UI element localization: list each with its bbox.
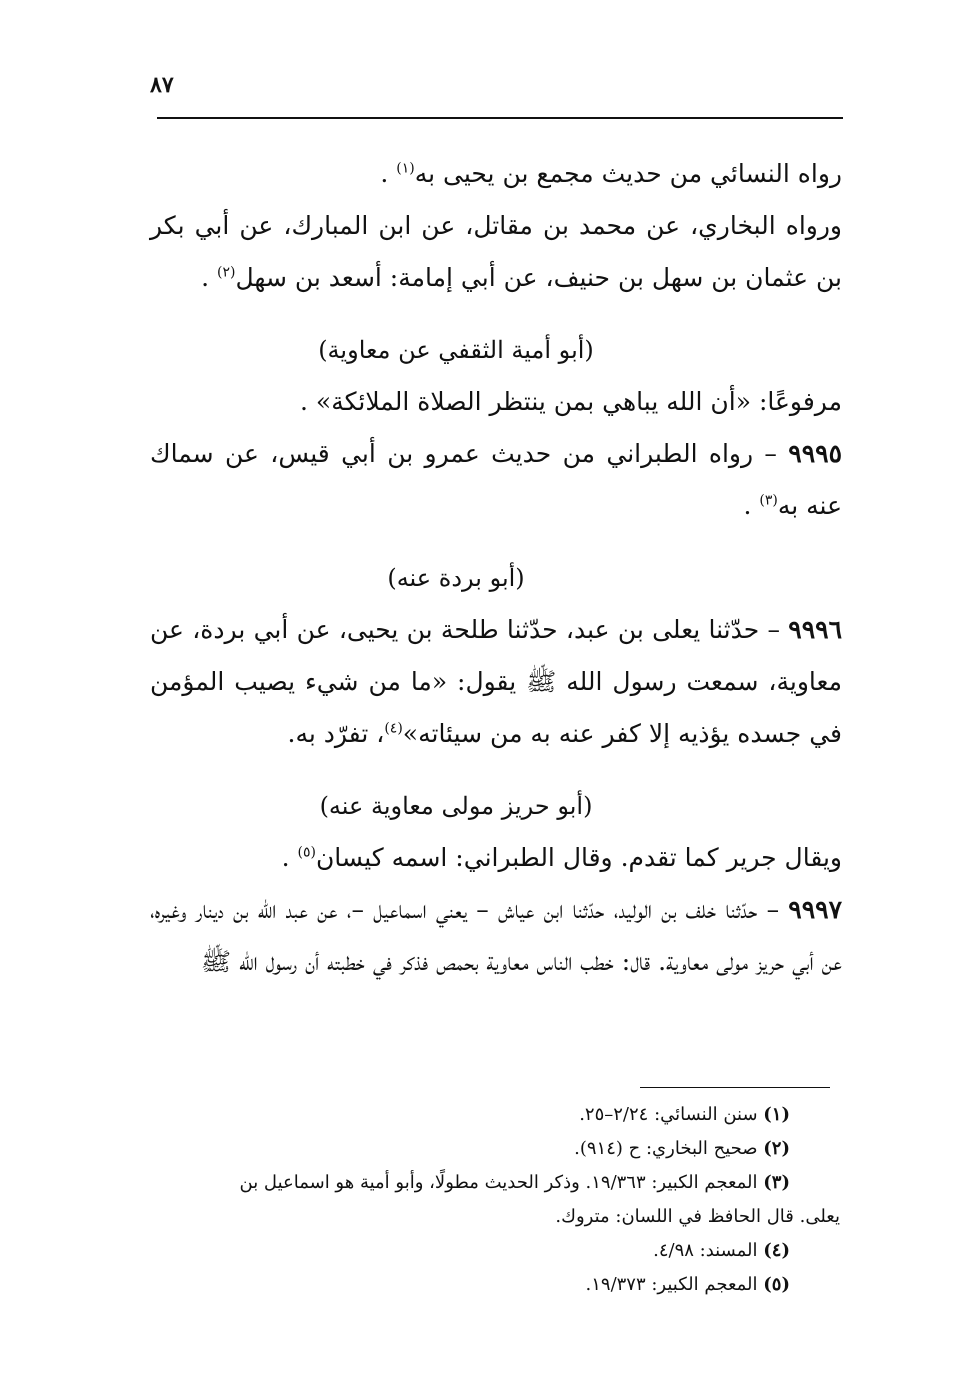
hadith-number: ٩٩٩٦	[788, 615, 842, 644]
paragraph-1-text: رواه النسائي من حديث مجمع بن يحيى به	[414, 159, 842, 188]
footnote-3	[140, 1166, 840, 1200]
section-heading-abu-burda: (أبو بردة عنه)	[387, 564, 525, 592]
footnote-text: المسند: ٤/٩٨.	[653, 1240, 764, 1261]
paragraph-6-end: .	[281, 843, 298, 872]
paragraph-6-text: ويقال جرير كما تقدم. وقال الطبراني: اسمه كيسان	[315, 843, 842, 872]
hadith-9997-text: – حدّثنا خلف بن الوليد، حدّثنا ابن عياش – يعني اسماعيل –، عن عبد الله بن دينار وغيره، عن أبي حريز مولى معاوية. قال: خطب الناس معاوية بحمص فذكر في خطبته أن رسول الله ﷺ	[150, 895, 842, 976]
paragraph-1-end: .	[380, 159, 397, 188]
paragraph-1	[150, 148, 842, 200]
footnote-ref-4[interactable]: (٤)	[384, 720, 403, 737]
paragraph-3-text: مرفوعًا: «أن الله يباهي بمن ينتظر الصلاة الملائكة» .	[300, 387, 842, 416]
footnote-text: المعجم الكبير: ١٩/٣٧٣.	[585, 1274, 764, 1295]
footnote-4	[140, 1234, 840, 1268]
footnote-text: المعجم الكبير: ١٩/٣٦٣. وذكر الحديث مطولًا، وأبو أمية هو اسماعيل بن	[239, 1172, 764, 1193]
footnote-marker: (٣)	[763, 1172, 790, 1193]
footnote-marker: (١)	[763, 1104, 790, 1125]
page-number: ٨٧	[150, 72, 174, 98]
footnote-marker: (٥)	[763, 1274, 790, 1295]
paragraph-3	[150, 376, 842, 428]
hadith-9995	[150, 428, 842, 532]
section-heading-abu-umayya: (أبو أمية الثقفي عن معاوية)	[318, 336, 594, 364]
hadith-9996-end: ، تفرّد به.	[287, 719, 385, 748]
footnotes	[140, 1098, 840, 1302]
footnote-ref-5[interactable]: (٥)	[297, 844, 316, 861]
footnote-text: سنن النسائي: ٢/٢٤–٢٥.	[579, 1104, 764, 1125]
hadith-9997	[150, 884, 842, 988]
footnote-1	[140, 1098, 840, 1132]
hadith-9995-text: – رواه الطبراني من حديث عمرو بن أبي قيس، عن سماك عنه به	[150, 439, 842, 520]
footnote-marker: (٢)	[763, 1138, 790, 1159]
paragraph-2-text: ورواه البخاري، عن محمد بن مقاتل، عن ابن المبارك، عن أبي بكر بن عثمان بن سهل بن حنيف، عن أبي إمامة: أسعد بن سهل	[150, 211, 842, 292]
paragraph-2	[150, 200, 842, 304]
section-heading-abu-hariz: (أبو حريز مولى معاوية عنه)	[319, 792, 593, 820]
footnote-2	[140, 1132, 840, 1166]
footnote-5	[140, 1268, 840, 1302]
paragraph-6	[150, 832, 842, 884]
footnote-ref-3[interactable]: (٣)	[759, 492, 778, 509]
paragraph-2-end: .	[201, 263, 218, 292]
hadith-9996	[150, 604, 842, 760]
footnote-ref-1[interactable]: (١)	[396, 160, 415, 177]
footnote-3-continuation: يعلى. قال الحافظ في اللسان: متروك.	[555, 1206, 840, 1227]
footnote-rule	[640, 1087, 830, 1088]
footnote-ref-2[interactable]: (٢)	[217, 264, 236, 281]
main-text	[150, 148, 842, 988]
hadith-9996-text: – حدّثنا يعلى بن عبد، حدّثنا طلحة بن يحيى، عن أبي بردة، عن معاوية، سمعت رسول الله ﷺ يقول: «ما من شيء يصيب المؤمن في جسده يؤذيه إلا كفر عنه به من سيئاته»	[150, 615, 842, 748]
hadith-number: ٩٩٩٥	[788, 439, 842, 468]
footnote-text: صحيح البخاري: ح (٩١٤).	[574, 1138, 764, 1159]
header-rule	[157, 117, 843, 119]
hadith-number: ٩٩٩٧	[788, 895, 842, 924]
hadith-9995-end: .	[743, 491, 760, 520]
footnote-marker: (٤)	[763, 1240, 790, 1261]
